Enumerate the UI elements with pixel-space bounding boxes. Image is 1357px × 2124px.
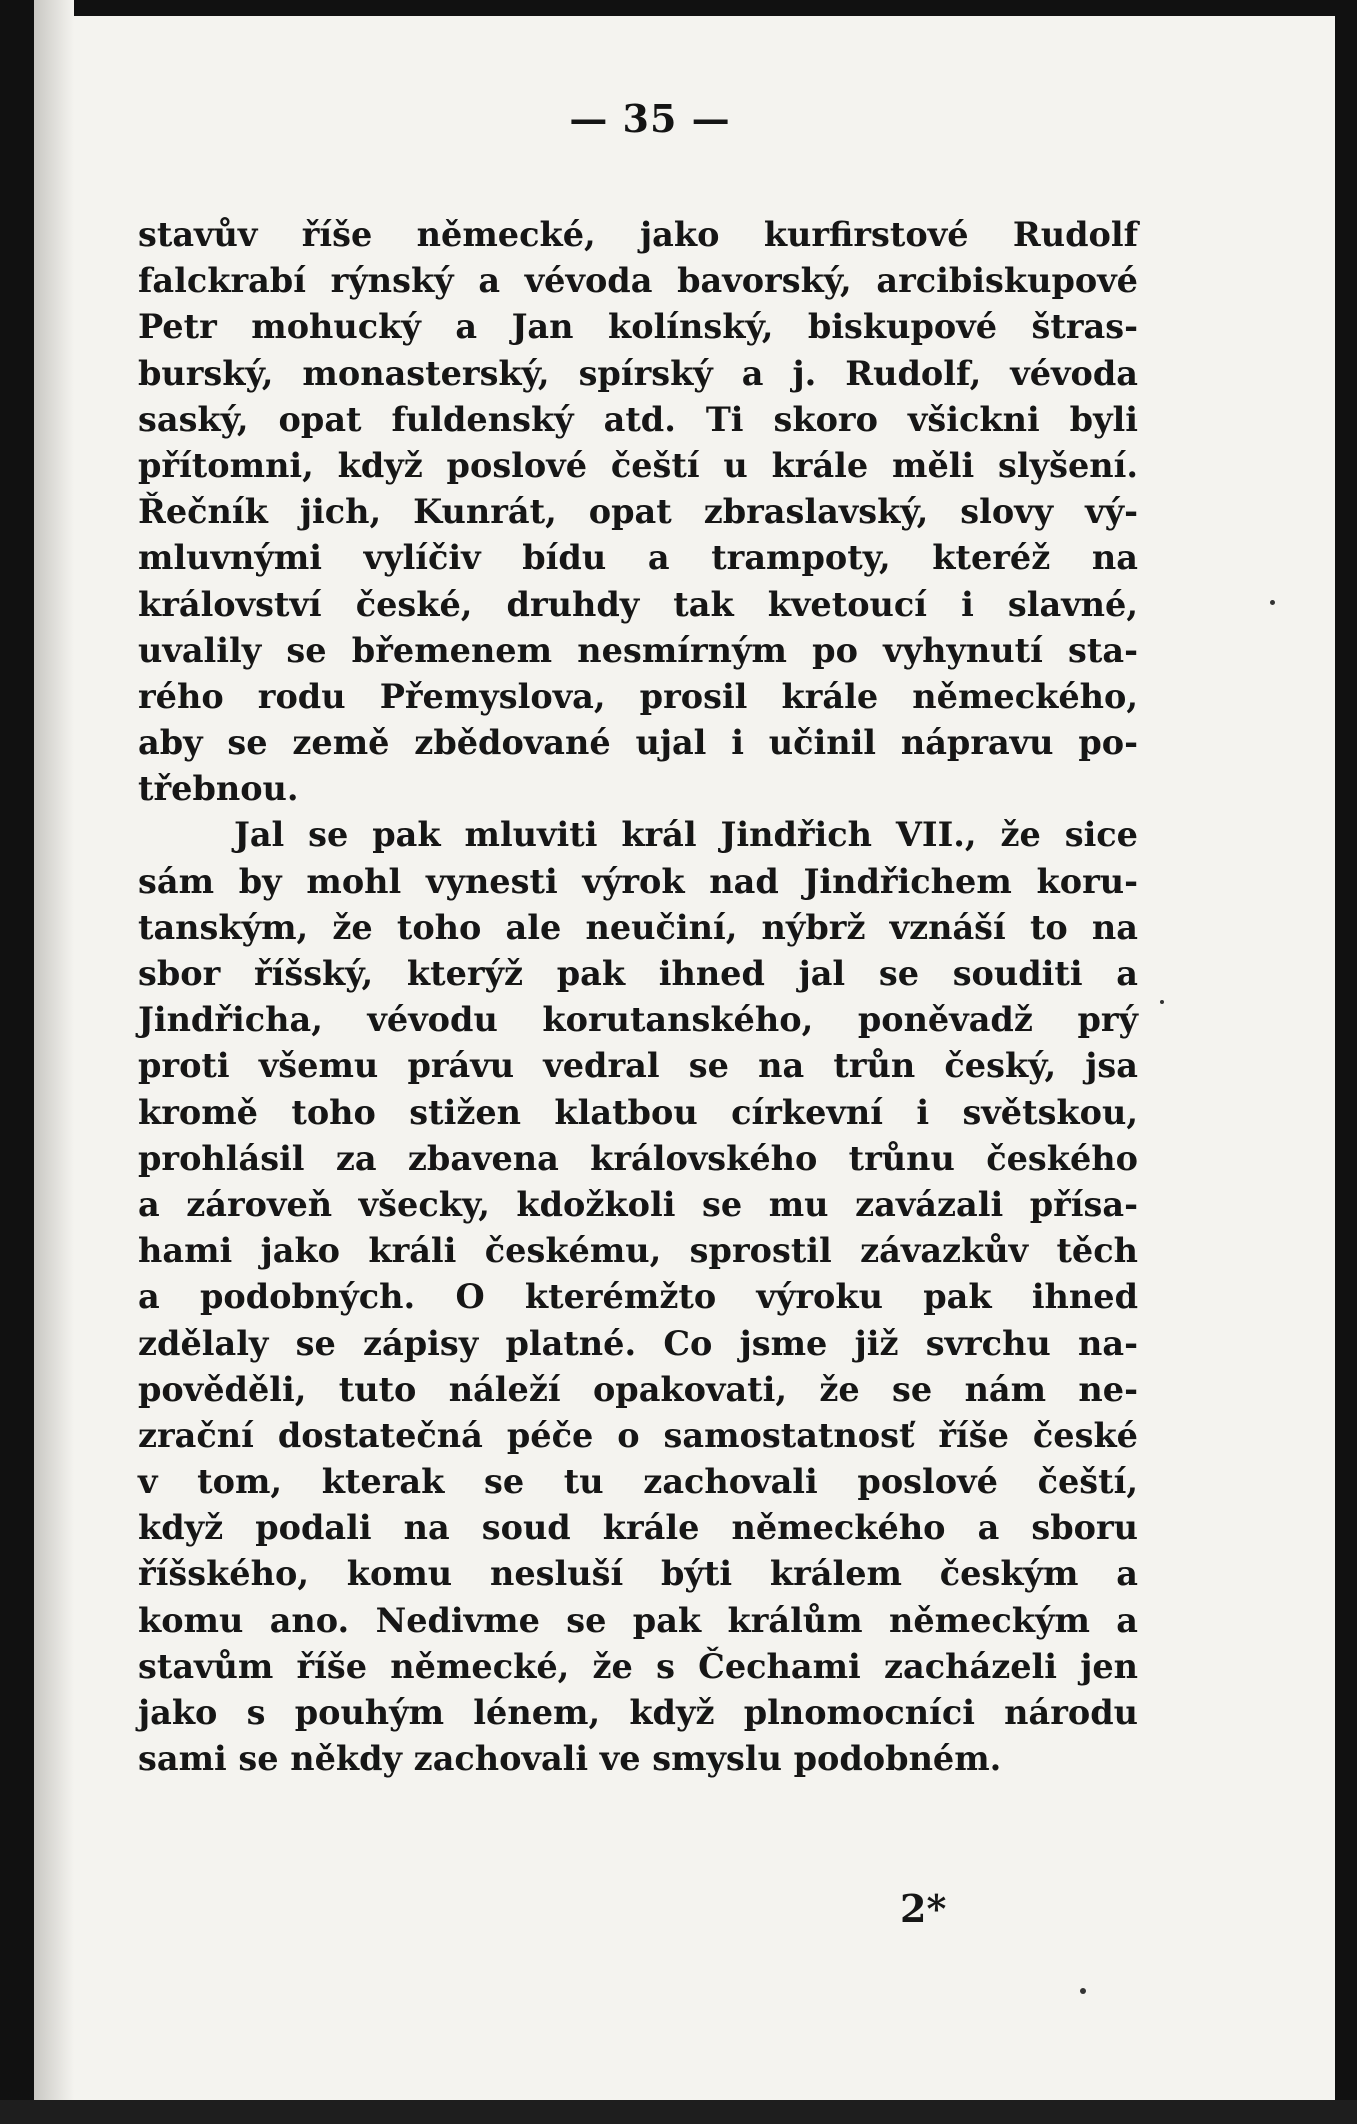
scan-border-bottom: [0, 2100, 1357, 2124]
scan-border-right: [1335, 0, 1357, 2124]
text-line: zrační dostatečná péče o samostatnosť říše české: [138, 1415, 1138, 1455]
signature-mark: 2*: [900, 1886, 947, 1931]
text-line: a zároveň všecky, kdožkoli se mu zavázali přísa-: [138, 1184, 1138, 1224]
scan-speck: [1080, 1988, 1086, 1994]
text-line: zdělaly se zápisy platné. Co jsme již svrchu na-: [138, 1323, 1138, 1363]
text-line: mluvnými vylíčiv bídu a trampoty, kteréž na: [138, 538, 1138, 578]
text-line: Jindřicha, vévodu korutanského, poněvadž prý: [138, 1000, 1138, 1040]
text-line: prohlásil za zbavena královského trůnu českého: [138, 1138, 1138, 1178]
text-line: falckrabí rýnský a vévoda bavorský, arcibiskupové: [138, 261, 1138, 301]
text-line: přítomni, když poslové čeští u krále měli slyšení.: [138, 445, 1138, 485]
text-line: aby se země zbědované ujal i učinil nápravu po-: [138, 723, 1138, 763]
text-line: tanským, že toho ale neučiní, nýbrž vznáší to na: [138, 907, 1138, 947]
text-line: kromě toho stižen klatbou církevní i světskou,: [138, 1092, 1138, 1132]
text-line: jako s pouhým lénem, když plnomocníci národu: [138, 1693, 1138, 1732]
text-line: Řečník jich, Kunrát, opat zbraslavský, slovy vý-: [138, 492, 1138, 532]
text-line: sami se někdy zachovali ve smyslu podobném.: [138, 1739, 1002, 1779]
scan-speck: [1160, 1000, 1164, 1004]
text-line: stavům říše německé, že s Čechami zacházeli jen: [138, 1646, 1138, 1686]
text-line: burský, monasterský, spírský a j. Rudolf, vévoda: [138, 353, 1138, 393]
text-line: stavův říše německé, jako kurfirstové Rudolf: [138, 215, 1138, 254]
binding-shade: [34, 0, 74, 2124]
page-number: — 35 —: [569, 96, 731, 141]
text-line: Jal se pak mluviti král Jindřich VII., že sice: [234, 815, 1138, 855]
text-line: sbor říšský, kterýž pak ihned jal se souditi a: [138, 954, 1138, 993]
text-line: království české, druhdy tak kvetoucí i slavné,: [138, 584, 1138, 624]
scan-speck: [1270, 600, 1275, 605]
text-line: pověděli, tuto náleží opakovati, že se nám ne-: [138, 1369, 1138, 1409]
text-line: Petr mohucký a Jan kolínský, biskupové štras-: [138, 307, 1138, 347]
text-line: říšského, komu nesluší býti králem českým a: [138, 1554, 1138, 1594]
text-line: komu ano. Nedivme se pak králům německým a: [138, 1600, 1138, 1640]
text-line: rého rodu Přemyslova, prosil krále německého,: [138, 676, 1138, 716]
scan-border-left: [0, 0, 34, 2124]
body-text: [138, 212, 1138, 1782]
text-line: hami jako králi českému, sprostil závazkův těch: [138, 1231, 1138, 1271]
text-line: uvalily se břemenem nesmírným po vyhynutí sta-: [138, 630, 1138, 670]
text-line: sám by mohl vynesti výrok nad Jindřichem koru-: [138, 861, 1138, 901]
text-line: a podobných. O kterémžto výroku pak ihned: [138, 1277, 1138, 1317]
scan-border-top: [0, 0, 1357, 16]
paragraph-1: [138, 212, 1138, 812]
text-line: třebnou.: [138, 769, 299, 809]
paragraph-2: [138, 812, 1138, 1782]
text-line: saský, opat fuldenský atd. Ti skoro všickni byli: [138, 399, 1138, 439]
text-line: když podali na soud krále německého a sboru: [138, 1508, 1138, 1548]
text-line: v tom, kterak se tu zachovali poslové čeští,: [138, 1462, 1138, 1502]
text-line: proti všemu právu vedral se na trůn český, jsa: [138, 1046, 1138, 1086]
